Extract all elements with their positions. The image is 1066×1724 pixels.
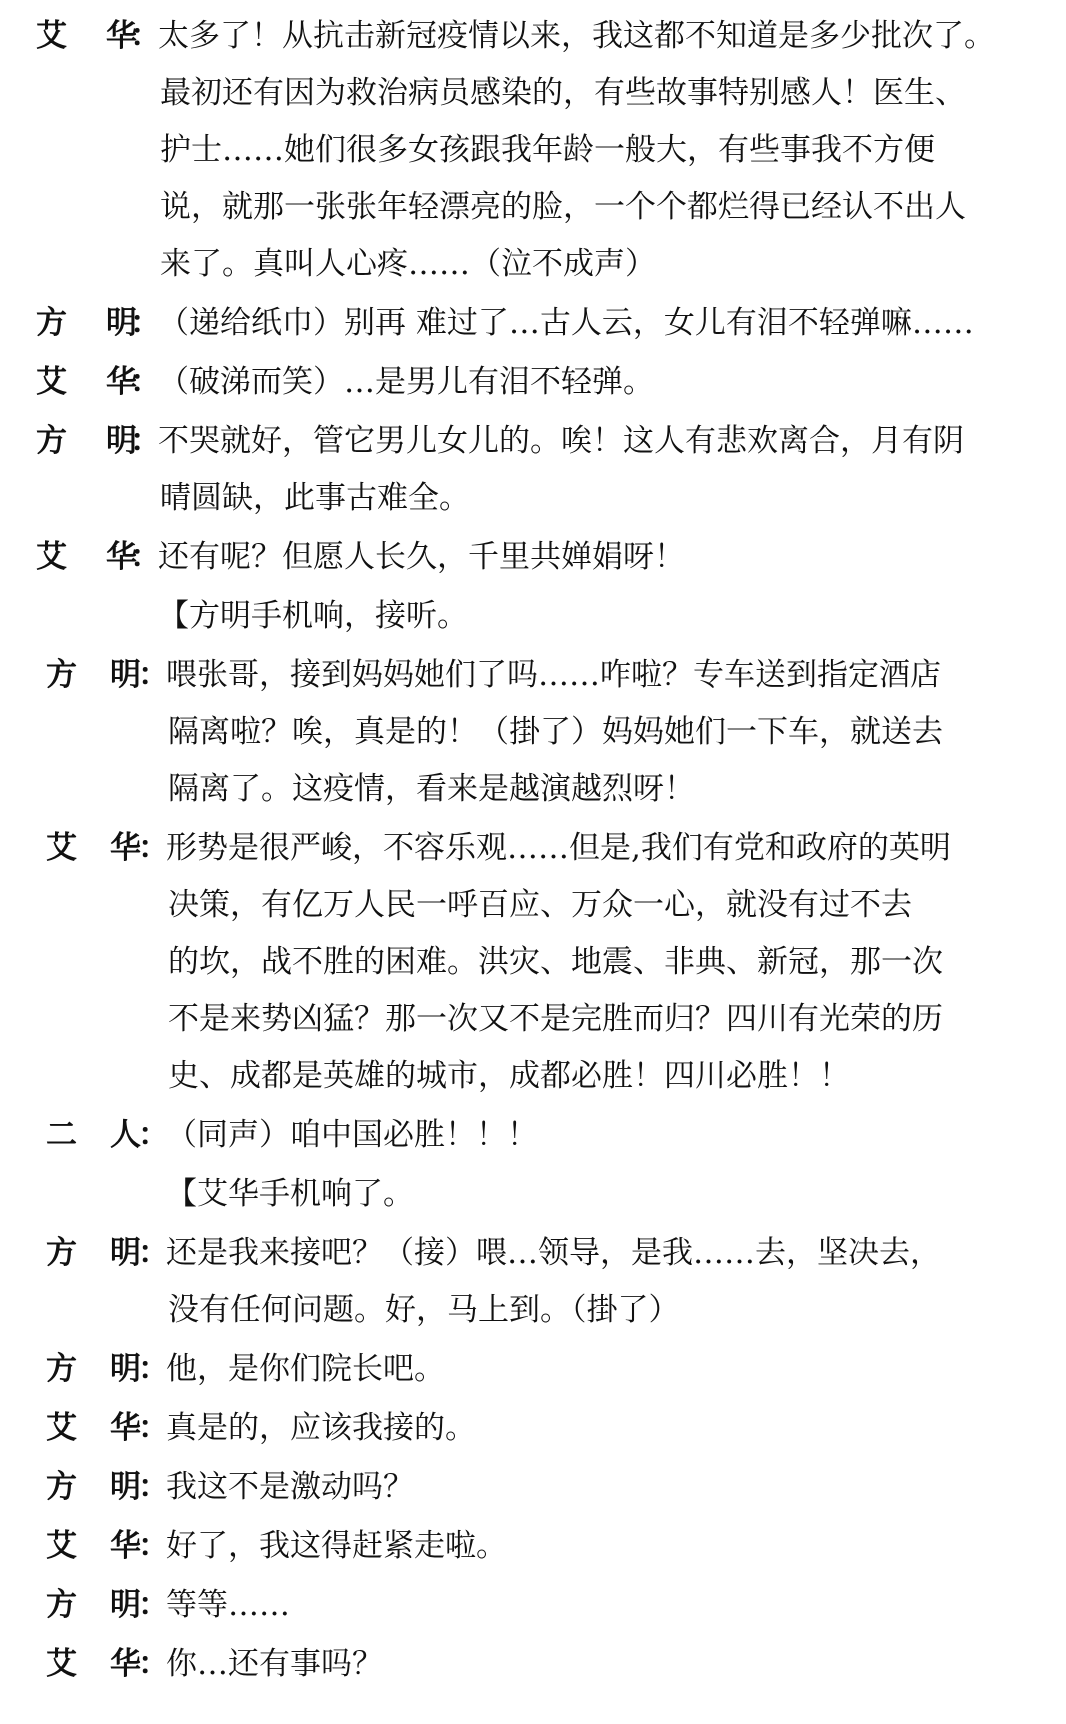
speaker-colon: ： bbox=[138, 1469, 169, 1505]
speaker-char: 艾 bbox=[36, 539, 67, 575]
dialogue-text bbox=[158, 295, 974, 352]
dialogue-text bbox=[166, 1577, 290, 1634]
speaker-colon: ： bbox=[138, 830, 169, 866]
dialogue-text bbox=[166, 820, 951, 1105]
dialogue-text bbox=[166, 1636, 383, 1693]
text-line: 真是的，应该我接的。 bbox=[166, 1410, 476, 1446]
speaker-char: 华 bbox=[106, 539, 137, 575]
speaker-colon: ： bbox=[138, 1646, 169, 1682]
speaker-colon: ： bbox=[138, 657, 169, 693]
dialogue-text bbox=[158, 529, 685, 586]
speaker-char: 明 bbox=[110, 657, 141, 693]
dialogue-entry bbox=[0, 820, 1066, 1105]
dialogue-text bbox=[158, 8, 995, 293]
dialogue-entry bbox=[0, 8, 1066, 293]
text-line: 没有任何问题。好，马上到。（掛了） bbox=[168, 1292, 680, 1328]
text-line: 不哭就好，管它男儿女儿的。唉！这人有悲欢离合，月有阴 bbox=[158, 423, 964, 459]
text-line: 形势是很严峻，不容乐观……但是,我们有党和政府的英明 bbox=[166, 830, 951, 866]
speaker-char: 方 bbox=[46, 1469, 77, 1505]
dialogue-entry bbox=[0, 1518, 1066, 1575]
text-line: 隔离了。这疫情，看来是越演越烈呀！ bbox=[168, 771, 695, 807]
dialogue-entry bbox=[0, 1107, 1066, 1164]
speaker-colon: ： bbox=[138, 1235, 169, 1271]
speaker-colon: ： bbox=[130, 18, 161, 54]
dialogue-text bbox=[166, 1166, 414, 1223]
text-line: 我这不是激动吗？ bbox=[166, 1469, 414, 1505]
speaker-colon: ： bbox=[130, 423, 161, 459]
text-line: 的坎，战不胜的困难。洪灾、地震、非典、新冠，那一次 bbox=[168, 944, 943, 980]
speaker-char: 艾 bbox=[46, 830, 77, 866]
speaker-char: 华 bbox=[110, 1528, 141, 1564]
text-line: 好了，我这得赶紧走啦。 bbox=[166, 1528, 507, 1564]
text-line: 来了。真叫人心疼……（泣不成声） bbox=[160, 246, 656, 282]
text-line: 还有呢？但愿人长久，千里共婵娟呀！ bbox=[158, 539, 685, 575]
speaker-char: 华 bbox=[110, 1646, 141, 1682]
speaker-char: 华 bbox=[106, 364, 137, 400]
dialogue-text bbox=[166, 1518, 507, 1575]
speaker-char: 明 bbox=[110, 1351, 141, 1387]
speaker-char: 明 bbox=[106, 305, 137, 341]
speaker-colon: ： bbox=[138, 1587, 169, 1623]
dialogue-text bbox=[166, 1400, 476, 1457]
dialogue-entry bbox=[0, 529, 1066, 586]
dialogue-entry bbox=[0, 1577, 1066, 1634]
speaker-char: 明 bbox=[106, 423, 137, 459]
text-line: 【艾华手机响了。 bbox=[166, 1176, 414, 1212]
dialogue-entry bbox=[0, 354, 1066, 411]
dialogue-entry bbox=[0, 1341, 1066, 1398]
speaker-char: 华 bbox=[110, 830, 141, 866]
speaker-colon: ： bbox=[138, 1410, 169, 1446]
speaker-char: 艾 bbox=[36, 18, 67, 54]
dialogue-entry bbox=[0, 1225, 1066, 1339]
speaker-colon: ： bbox=[138, 1351, 169, 1387]
text-line: 说，就那一张张年轻漂亮的脸，一个个都烂得已经认不出人 bbox=[160, 189, 966, 225]
text-line: 太多了！从抗击新冠疫情以来，我这都不知道是多少批次了。 bbox=[158, 18, 995, 54]
text-line: 最初还有因为救治病员感染的，有些故事特别感人！医生、 bbox=[160, 75, 966, 111]
text-line: 【方明手机响，接听。 bbox=[158, 598, 468, 634]
text-line: 他，是你们院长吧。 bbox=[166, 1351, 445, 1387]
speaker-char: 方 bbox=[46, 1587, 77, 1623]
text-line: 决策，有亿万人民一呼百应、万众一心，就没有过不去 bbox=[168, 887, 912, 923]
speaker-char: 艾 bbox=[46, 1410, 77, 1446]
speaker-char: 明 bbox=[110, 1235, 141, 1271]
text-line: 还是我来接吧？（接）喂…领导，是我……去，坚决去， bbox=[166, 1235, 941, 1271]
text-line: 不是来势凶猛？那一次又不是完胜而归？四川有光荣的历 bbox=[168, 1001, 943, 1037]
text-line: （同声）咱中国必胜！！！ bbox=[166, 1117, 538, 1153]
speaker-char: 方 bbox=[46, 1235, 77, 1271]
dialogue-entry bbox=[0, 1400, 1066, 1457]
speaker-colon: ： bbox=[130, 305, 161, 341]
speaker-char: 方 bbox=[46, 657, 77, 693]
dialogue-text bbox=[166, 1459, 414, 1516]
text-line: 隔离啦？唉，真是的！（掛了）妈妈她们一下车，就送去 bbox=[168, 714, 943, 750]
text-line: 你…还有事吗？ bbox=[166, 1646, 383, 1682]
speaker-char: 方 bbox=[46, 1351, 77, 1387]
text-line: 等等…… bbox=[166, 1587, 290, 1623]
stage-direction bbox=[0, 588, 1066, 645]
speaker-colon: ： bbox=[138, 1117, 169, 1153]
dialogue-entry bbox=[0, 647, 1066, 818]
text-line: 护士……她们很多女孩跟我年龄一般大，有些事我不方便 bbox=[160, 132, 935, 168]
dialogue-entry bbox=[0, 413, 1066, 527]
speaker-char: 方 bbox=[36, 423, 67, 459]
dialogue-text bbox=[166, 1341, 445, 1398]
speaker-char: 华 bbox=[110, 1410, 141, 1446]
dialogue-entry bbox=[0, 1636, 1066, 1693]
speaker-char: 二 bbox=[46, 1117, 77, 1153]
dialogue-text bbox=[166, 647, 943, 818]
dialogue-text bbox=[158, 588, 468, 645]
text-line: （破涕而笑）…是男儿有泪不轻弹。 bbox=[158, 364, 654, 400]
text-line: 喂张哥，接到妈妈她们了吗……咋啦？专车送到指定酒店 bbox=[166, 657, 941, 693]
dialogue-text bbox=[158, 413, 964, 527]
speaker-char: 艾 bbox=[46, 1528, 77, 1564]
text-line: （递给纸巾）别再 难过了…古人云，女儿有泪不轻弹嘛…… bbox=[158, 305, 974, 341]
speaker-char: 艾 bbox=[36, 364, 67, 400]
dialogue-text bbox=[166, 1225, 941, 1339]
text-line: 晴圆缺，此事古难全。 bbox=[160, 480, 470, 516]
speaker-char: 艾 bbox=[46, 1646, 77, 1682]
stage-direction bbox=[0, 1166, 1066, 1223]
speaker-colon: ： bbox=[130, 539, 161, 575]
speaker-colon: ： bbox=[130, 364, 161, 400]
text-line: 史、成都是英雄的城市，成都必胜！四川必胜！！ bbox=[168, 1058, 850, 1094]
speaker-char: 人 bbox=[110, 1117, 141, 1153]
speaker-char: 明 bbox=[110, 1469, 141, 1505]
dialogue-entry bbox=[0, 1459, 1066, 1516]
speaker-colon: ： bbox=[138, 1528, 169, 1564]
dialogue-entry bbox=[0, 295, 1066, 352]
speaker-char: 华 bbox=[106, 18, 137, 54]
dialogue-text bbox=[166, 1107, 538, 1164]
dialogue-text bbox=[158, 354, 654, 411]
speaker-char: 明 bbox=[110, 1587, 141, 1623]
speaker-char: 方 bbox=[36, 305, 67, 341]
